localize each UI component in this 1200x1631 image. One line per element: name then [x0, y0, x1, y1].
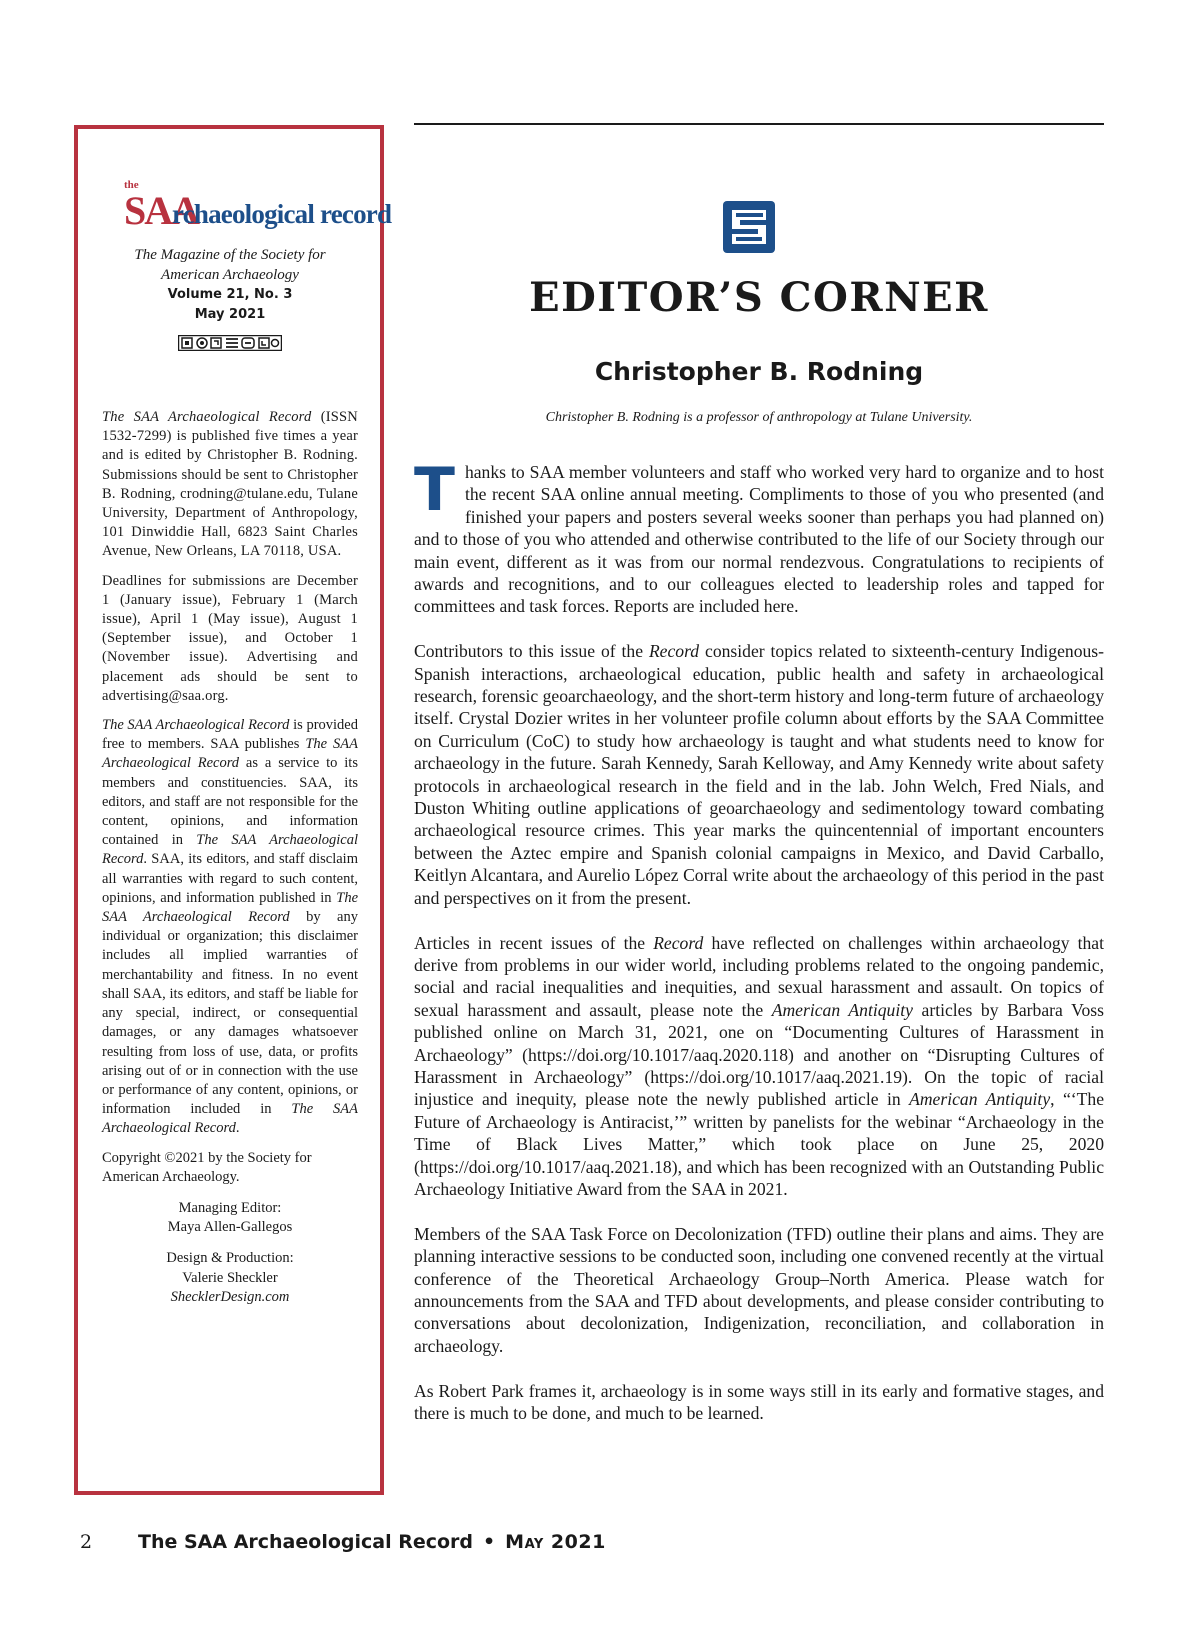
copyright-notice: Copyright ©2021 by the Society for American Archaeology.	[102, 1149, 312, 1185]
page-number: 2	[80, 1531, 93, 1553]
glyph-band-icon	[102, 335, 358, 356]
masthead-title: rchaeological record	[172, 199, 392, 229]
paragraph-text: Contributors to this issue of the	[414, 641, 649, 662]
paragraph-text: Record	[653, 932, 704, 953]
disclaimer-part: . SAA, its editors, and staff disclaim all warranties with regard to such content, opinions, and information published in	[102, 851, 358, 906]
disclaimer-part: .	[235, 1120, 240, 1137]
disclaimer-part: The SAA Archaeological Record	[102, 736, 358, 772]
masthead-logo	[102, 179, 392, 237]
page-footer	[80, 1527, 606, 1557]
paragraph-text: Record	[648, 641, 700, 662]
volume-number: Volume 21, No. 3	[167, 287, 293, 302]
design-name: Valerie Sheckler	[182, 1269, 278, 1286]
footer-separator: •	[483, 1531, 496, 1553]
disclaimer-part: The SAA Archaeological Record	[102, 832, 358, 868]
author-name: Christopher B. Rodning	[594, 357, 924, 386]
drop-cap: T	[414, 455, 455, 525]
paragraph-3	[414, 932, 1104, 1201]
design-site: ShecklerDesign.com	[170, 1288, 290, 1305]
paragraph-text: Articles in recent issues of the	[414, 932, 654, 953]
disclaimer	[102, 716, 358, 1138]
deadlines-info: Deadlines for submissions are December 1 (January issue), February 1 (March issue), April 1 (May issue), August 1 (September issue), and October 1 (November issue). Advertising and placement ads should be sent to advertising@saa.org.	[102, 572, 358, 704]
managing-editor-label: Managing Editor:	[178, 1199, 282, 1216]
tagline-line-1: The Magazine of the Society for	[134, 247, 326, 263]
masthead-the: the	[124, 179, 139, 191]
disclaimer-part: is provided free to members. SAA publishes	[102, 717, 358, 753]
managing-editor-name: Maya Allen-Gallegos	[167, 1219, 293, 1236]
sidebar-box	[74, 125, 392, 1495]
masthead-saa: SAA	[124, 188, 199, 233]
article-body	[414, 455, 1104, 1447]
disclaimer-part: by any individual or organization; this disclaimer includes all implied warranties of merchantability and fitness. In no event shall SAA, its editors, and staff be liable for any special, indirect, or consequential damages, or any damages whatsoever resulting from loss of use, data, or profits arising out of or in connection with the use or performance of any content, opinions, or information included in	[102, 909, 358, 1118]
footer-publication: The SAA Archaeological Record	[138, 1531, 474, 1553]
saa-logo-icon	[723, 201, 775, 253]
paragraph-text: American Antiquity	[771, 999, 913, 1020]
footer-issue: May 2021	[505, 1531, 606, 1553]
disclaimer-part: The SAA Archaeological Record	[102, 889, 358, 926]
paragraph-1	[414, 455, 1104, 618]
design-label: Design & Production:	[166, 1250, 294, 1267]
publication-title: The SAA Archaeological Record	[102, 409, 312, 425]
paragraph-4: Members of the SAA Task Force on Decolonization (TFD) outline their plans and aims. They are planning interactive sessions to be conducted soon, including one convened recently at the virtual conference of the Theoretical Archaeology Group–North America. Please watch for announcements from the SAA and TFD about developments, and please consider contributing to conversations about decolonization, Indigenization, reconciliation, and collaboration in archaeology.	[414, 1223, 1104, 1356]
tagline-line-2: American Archaeology	[161, 267, 299, 283]
issue-date: May 2021	[194, 307, 266, 322]
top-rule	[414, 123, 1104, 125]
paragraph-5: As Robert Park frames it, archaeology is in some ways still in its early and formative stages, and there is much to be done, and much to be learned.	[414, 1380, 1104, 1423]
paragraph-text: articles by Barbara Voss published online on March 31, 2021, one on “Documenting Cultures of Harassment in Archaeology” (https://doi.org/10.1017/aaq.2020.118) and another on “Disrupting Cultures of Harassment in Archaeology” (https://doi.org/10.1017/aaq.2021.19). On the topic of racial injustice and inequity, please note the newly published article in	[414, 999, 1104, 1110]
page-title: EDITOR’S CORNER	[529, 274, 989, 321]
publication-details: (ISSN 1532-7299) is published five times a year and is edited by Christopher B. Rodning. Submissions should be sent to Christopher B. Rodning, crodning@tulane.edu, Tulane University, Department of Anthropology, 101 Dinwiddie Hall, 6823 Saint Charles Avenue, New Orleans, LA 70118, USA.	[102, 409, 358, 560]
paragraph-text: have reflected on challenges within archaeology that derive from problems in our wider world, including problems related to the ongoing pandemic, social and racial inequalities and inequities, and sexual harassment and assault. On topics of sexual harassment and assault, please note the	[414, 932, 1104, 1020]
paragraph-text: American Antiquity	[909, 1089, 1051, 1110]
paragraph-text: consider topics related to sixteenth-century Indigenous-Spanish interactions, archaeological education, public health and safety in archaeological research, forensic geoarchaeology, and the short-term history and long-term future of archaeology itself. Crystal Dozier writes in her volunteer profile column about efforts by the SAA Committee on Curriculum (CoC) to study how archaeology is taught and what students need to know for archaeology in the future. Sarah Kennedy, Sarah Kelloway, and Amy Kennedy write about safety protocols in archaeological research in the field and in the lab. John Welch, Fred Nials, and Duston Whiting outline applications of geoarchaeology and sedimentology toward combating archaeological resource crimes. This year marks the quincentennial of important encounters between the Aztec empire and Spanish colonial campaigns in Mexico, and David Carballo, Keitlyn Alcantara, and Aurelio López Corral write about the archaeology of this period in the past and perspectives on it from the present.	[414, 641, 1104, 908]
publication-info	[102, 408, 358, 562]
disclaimer-part: The SAA Archaeological Record	[102, 717, 290, 734]
disclaimer-part: The SAA Archaeological Record	[102, 1101, 358, 1137]
disclaimer-part: as a service to its members and constituencies. SAA, its editors, and staff are not responsible for the content, opinions, and information contained in	[102, 755, 358, 849]
author-bio: Christopher B. Rodning is a professor of anthropology at Tulane University.	[545, 410, 973, 425]
paragraph-text: hanks to SAA member volunteers and staff who worked very hard to organize and to host the recent SAA online annual meeting. Compliments to those of you who presented (and finished your papers and posters several weeks sooner than perhaps you had planned on) and to those of you who attended and otherwise contributed to the life of our Society through our main event, different as it was from our normal rendezvous. Congratulations to recipients of awards and recognitions, and to our colleagues elected to leadership roles and tapped for committees and task forces. Reports are included here.	[414, 462, 1104, 617]
managing-editor-credit	[102, 1199, 358, 1237]
design-credit	[102, 1249, 358, 1307]
magazine-tagline	[102, 245, 358, 285]
paragraph-text: , “‘The Future of Archaeology is Antiracist,’” written by panelists for the webinar “Archaeology in the Time of Black Lives Matter,” which took place on June 25, 2020 (https://doi.org/10.1017/aaq.2021.18), and which has been recognized with an Outstanding Public Archaeology Initiative Award from the SAA in 2021.	[414, 1089, 1104, 1199]
paragraph-2	[414, 640, 1104, 909]
